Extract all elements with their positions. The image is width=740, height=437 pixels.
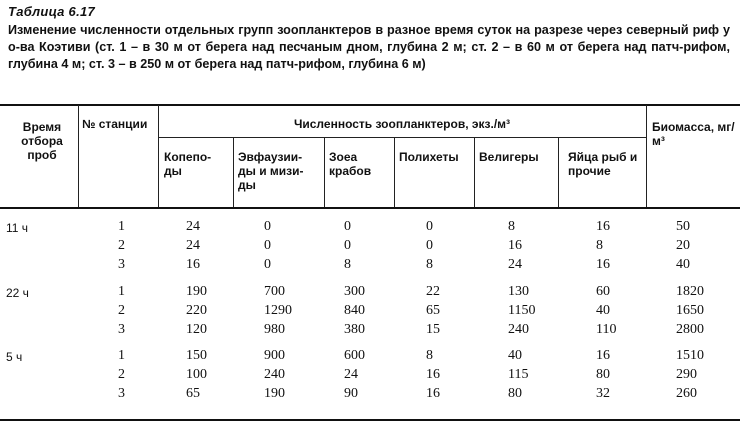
cell-veligers: 40 (508, 348, 522, 363)
cell-biomass: 50 (676, 219, 690, 234)
cell-biomass: 1650 (676, 303, 704, 318)
col-divider (158, 105, 159, 207)
cell-veligers: 80 (508, 386, 522, 401)
cell-copepods: 120 (186, 322, 207, 337)
cell-biomass: 20 (676, 238, 690, 253)
cell-biomass: 260 (676, 386, 697, 401)
header-euphausiids: Эвфаузии- ды и мизи- ды (238, 150, 304, 192)
cell-euphausiids: 980 (264, 322, 285, 337)
cell-biomass: 1820 (676, 284, 704, 299)
cell-veligers: 24 (508, 257, 522, 272)
cell-polychaetes: 16 (426, 367, 440, 382)
header-biomass: Биомасса, мг/м³ (652, 120, 735, 148)
cell-zoea: 24 (344, 367, 358, 382)
cell-polychaetes: 16 (426, 386, 440, 401)
header-time: Время отбора проб (21, 120, 63, 162)
cell-eggs: 16 (596, 219, 610, 234)
col-divider (558, 138, 559, 207)
cell-copepods: 100 (186, 367, 207, 382)
cell-station: 3 (118, 386, 125, 401)
header-bottom-rule (0, 207, 740, 209)
time-label: 11 ч (6, 221, 29, 235)
cell-copepods: 24 (186, 219, 200, 234)
cell-station: 1 (118, 284, 125, 299)
cell-polychaetes: 8 (426, 348, 433, 363)
cell-euphausiids: 900 (264, 348, 285, 363)
top-rule (0, 104, 740, 106)
col-divider (394, 138, 395, 207)
cell-polychaetes: 15 (426, 322, 440, 337)
cell-zoea: 8 (344, 257, 351, 272)
cell-polychaetes: 0 (426, 238, 433, 253)
cell-zoea: 300 (344, 284, 365, 299)
cell-euphausiids: 190 (264, 386, 285, 401)
cell-copepods: 16 (186, 257, 200, 272)
cell-zoea: 840 (344, 303, 365, 318)
time-label: 22 ч (6, 286, 29, 300)
cell-copepods: 190 (186, 284, 207, 299)
cell-euphausiids: 1290 (264, 303, 292, 318)
cell-veligers: 1150 (508, 303, 536, 318)
header-abundance: Численность зоопланктеров, экз./м³ (293, 117, 511, 131)
cell-eggs: 60 (596, 284, 610, 299)
cell-eggs: 32 (596, 386, 610, 401)
cell-veligers: 240 (508, 322, 529, 337)
col-divider (646, 105, 647, 207)
cell-zoea: 90 (344, 386, 358, 401)
cell-polychaetes: 65 (426, 303, 440, 318)
cell-euphausiids: 0 (264, 257, 271, 272)
cell-zoea: 600 (344, 348, 365, 363)
cell-station: 2 (118, 238, 125, 253)
col-divider (474, 138, 475, 207)
cell-veligers: 8 (508, 219, 515, 234)
cell-station: 3 (118, 322, 125, 337)
col-divider (78, 105, 79, 207)
cell-veligers: 130 (508, 284, 529, 299)
header-veligers: Велигеры (479, 150, 539, 164)
cell-station: 2 (118, 303, 125, 318)
cell-copepods: 150 (186, 348, 207, 363)
time-label: 5 ч (6, 350, 23, 364)
cell-biomass: 290 (676, 367, 697, 382)
cell-euphausiids: 700 (264, 284, 285, 299)
cell-copepods: 220 (186, 303, 207, 318)
cell-biomass: 40 (676, 257, 690, 272)
cell-station: 2 (118, 367, 125, 382)
cell-eggs: 110 (596, 322, 617, 337)
cell-euphausiids: 240 (264, 367, 285, 382)
cell-euphausiids: 0 (264, 238, 271, 253)
cell-copepods: 65 (186, 386, 200, 401)
cell-eggs: 80 (596, 367, 610, 382)
cell-polychaetes: 0 (426, 219, 433, 234)
cell-zoea: 0 (344, 238, 351, 253)
cell-copepods: 24 (186, 238, 200, 253)
header-zoea: Зоеа крабов (329, 150, 372, 178)
cell-eggs: 16 (596, 348, 610, 363)
cell-station: 3 (118, 257, 125, 272)
cell-veligers: 16 (508, 238, 522, 253)
cell-polychaetes: 8 (426, 257, 433, 272)
cell-euphausiids: 0 (264, 219, 271, 234)
cell-polychaetes: 22 (426, 284, 440, 299)
cell-veligers: 115 (508, 367, 529, 382)
cell-eggs: 8 (596, 238, 603, 253)
cell-station: 1 (118, 219, 125, 234)
col-divider (233, 138, 234, 207)
header-polychaetes: Полихеты (399, 150, 459, 164)
table-title: Таблица 6.17 (8, 4, 96, 19)
cell-zoea: 0 (344, 219, 351, 234)
col-divider (324, 138, 325, 207)
bottom-rule (0, 419, 740, 421)
header-copepods: Копепо- ды (164, 150, 212, 178)
cell-eggs: 16 (596, 257, 610, 272)
cell-zoea: 380 (344, 322, 365, 337)
cell-eggs: 40 (596, 303, 610, 318)
header-eggs: Яйца рыб и прочие (568, 150, 638, 178)
subheader-rule (158, 137, 646, 138)
cell-biomass: 1510 (676, 348, 704, 363)
header-station: № станции (82, 117, 148, 131)
cell-biomass: 2800 (676, 322, 704, 337)
cell-station: 1 (118, 348, 125, 363)
table-caption: Изменение численности отдельных групп зоопланктеров в разное время суток на разрезе через северный риф у о-ва Коэтиви (ст. 1 – в 30 м от берега над песчаным дном, глубина 2 м; ст. 2 – в 60 м от берега над патч-рифом, глубина 4 м; ст. 3 – в 250 м от берега над патч-рифом, глубина 6 м) (8, 23, 730, 71)
